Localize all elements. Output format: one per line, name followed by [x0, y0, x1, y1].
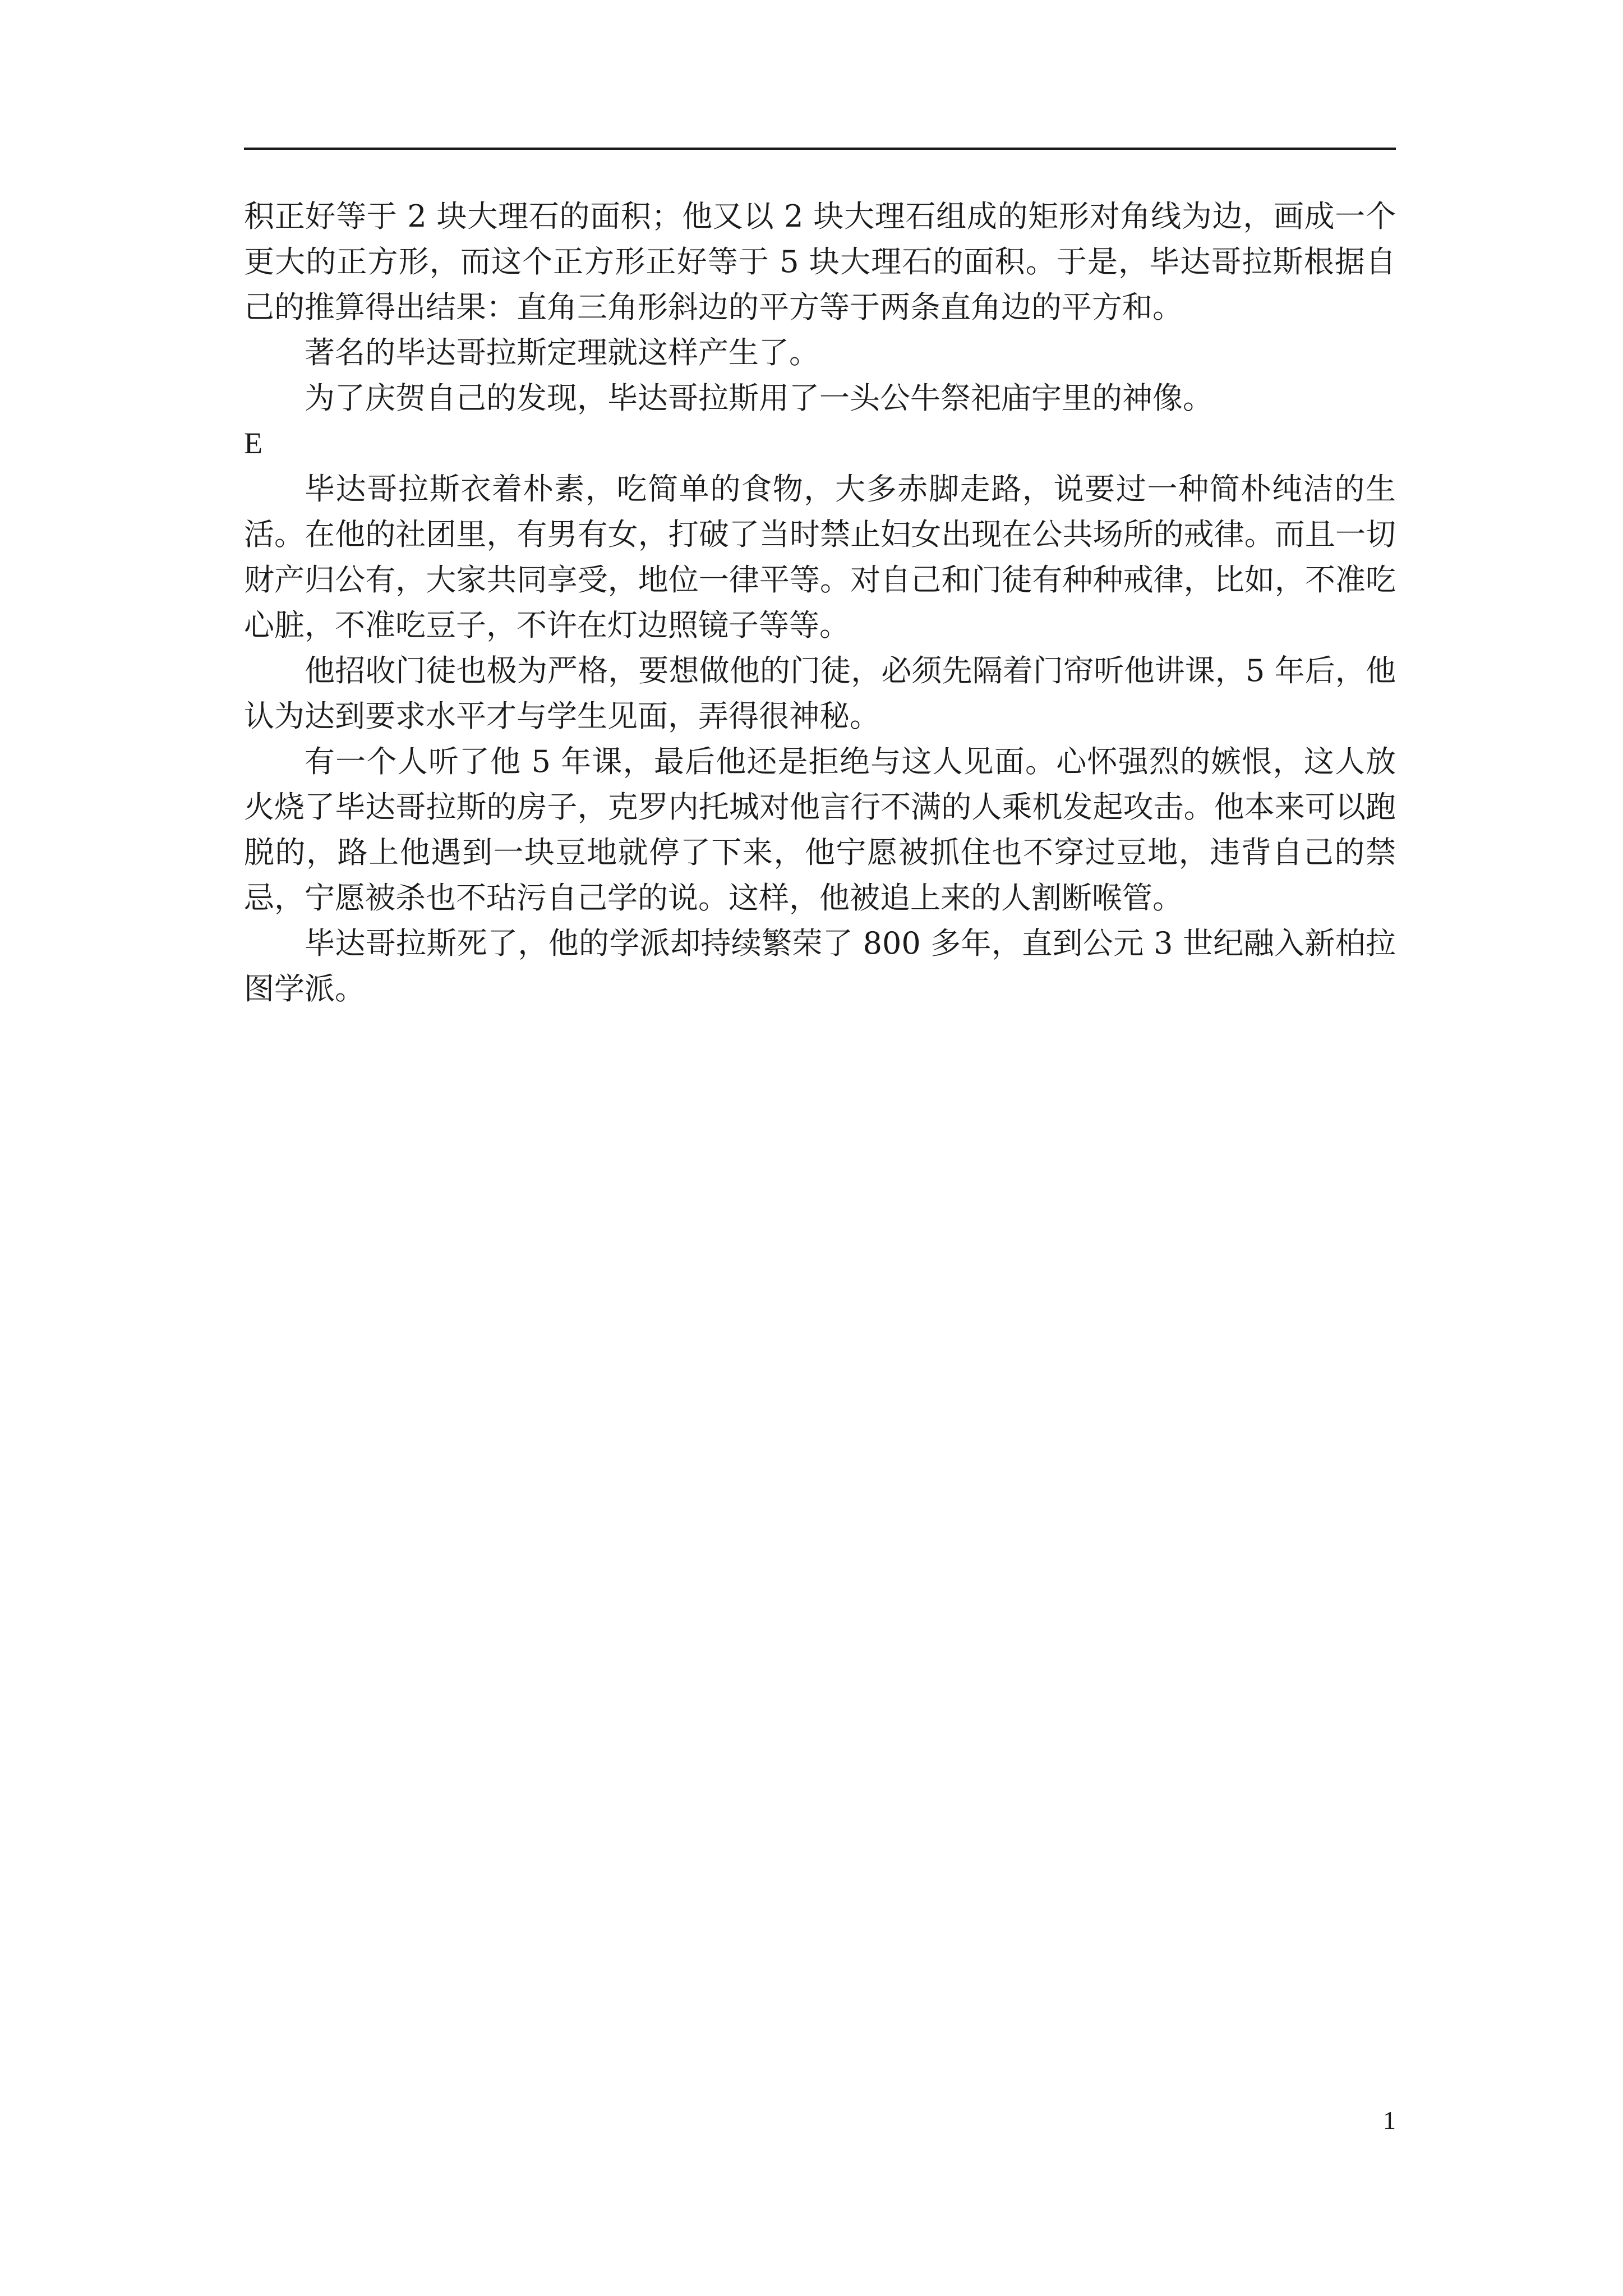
paragraph: 毕达哥拉斯死了，他的学派却持续繁荣了 800 多年，直到公元 3 世纪融入新柏拉图学派。: [244, 926, 1396, 1006]
header-rule: [244, 148, 1396, 150]
paragraph: 著名的毕达哥拉斯定理就这样产生了。: [305, 335, 819, 370]
paragraph: 毕达哥拉斯衣着朴素，吃简单的食物，大多赤脚走路，说要过一种简朴纯洁的生活。在他的社团里，有男有女，打破了当时禁止妇女出现在公共场所的戒律。而且一切财产归公有，大家共同享受，地位一律平等。对自己和门徒有种种戒律，比如，不准吃心脏，不准吃豆子，不许在灯边照镜子等等。: [244, 471, 1396, 643]
paragraph: 为了庆贺自己的发现，毕达哥拉斯用了一头公牛祭祀庙宇里的神像。: [305, 380, 1213, 416]
page-number: 1: [1383, 2106, 1396, 2134]
section-marker: E: [244, 426, 262, 460]
paragraph: 有一个人听了他 5 年课，最后他还是拒绝与这人见面。心怀强烈的嫉恨，这人放火烧了毕达哥拉斯的房子，克罗内托城对他言行不满的人乘机发起攻击。他本来可以跑脱的，路上他遇到一块豆地就停了下来，他宁愿被抓住也不穿过豆地，违背自己的禁忌，宁愿被杀也不玷污自己学的说。这样，他被追上来的人割断喉管。: [244, 744, 1396, 915]
paragraph-continuation: 积正好等于 2 块大理石的面积；他又以 2 块大理石组成的矩形对角线为边，画成一个更大的正方形，而这个正方形正好等于 5 块大理石的面积。于是，毕达哥拉斯根据自己的推算得出结果：直角三角形斜边的平方等于两条直角边的平方和。: [244, 199, 1396, 325]
document-body: [244, 194, 1396, 1011]
paragraph: 他招收门徒也极为严格，要想做他的门徒，必须先隔着门帘听他讲课，5 年后，他认为达到要求水平才与学生见面，弄得很神秘。: [244, 653, 1396, 734]
